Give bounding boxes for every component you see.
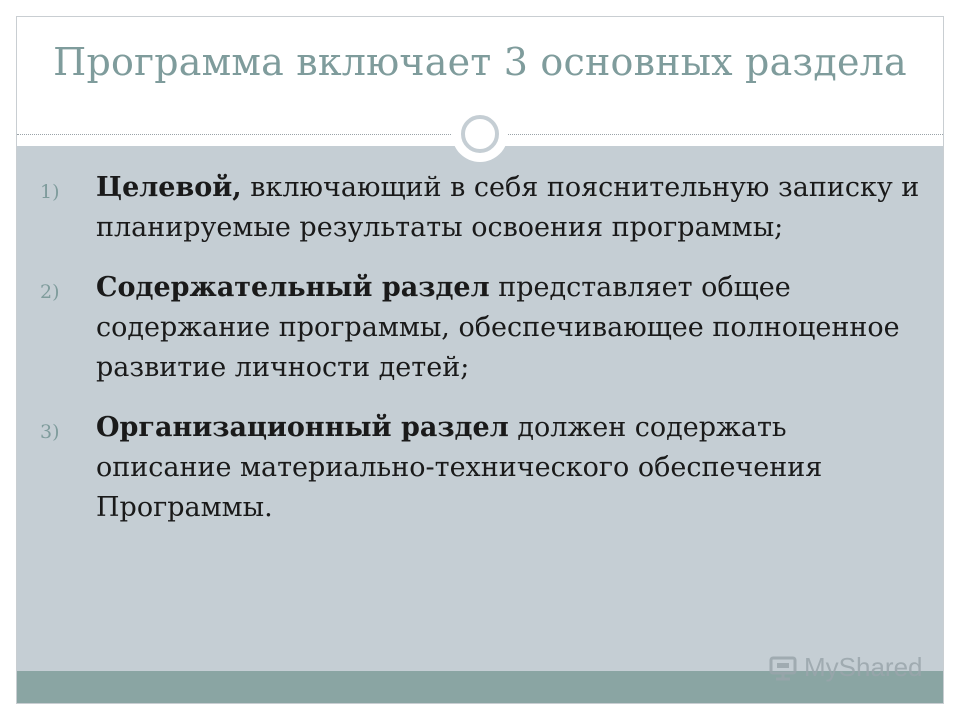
item-heading: Целевой,: [96, 172, 242, 203]
circle-ornament-ring: [461, 115, 499, 153]
item-text: включающий в себя пояснительную записку и планируемые результаты освоения программы;: [96, 172, 920, 243]
item-number: 1): [40, 181, 60, 203]
list-item: [40, 408, 920, 528]
list-item: [40, 168, 920, 248]
sections-list: [40, 168, 920, 548]
item-heading: Содержательный раздел: [96, 272, 490, 303]
item-number: 2): [40, 281, 60, 303]
item-number: 3): [40, 421, 60, 443]
circle-ornament-icon: [452, 106, 508, 162]
list-item: [40, 268, 920, 388]
slide-title: Программа включает 3 основных раздела: [53, 40, 907, 84]
item-text: представляет общее содержание программы, обеспечивающее полноценное развитие личности детей;: [96, 272, 900, 383]
presentation-icon: [768, 655, 798, 681]
watermark: [768, 652, 923, 683]
item-heading: Организационный раздел: [96, 412, 509, 443]
watermark-label: MyShared: [804, 652, 923, 682]
item-text: должен содержать описание материально-технического обеспечения Программы.: [96, 412, 823, 523]
